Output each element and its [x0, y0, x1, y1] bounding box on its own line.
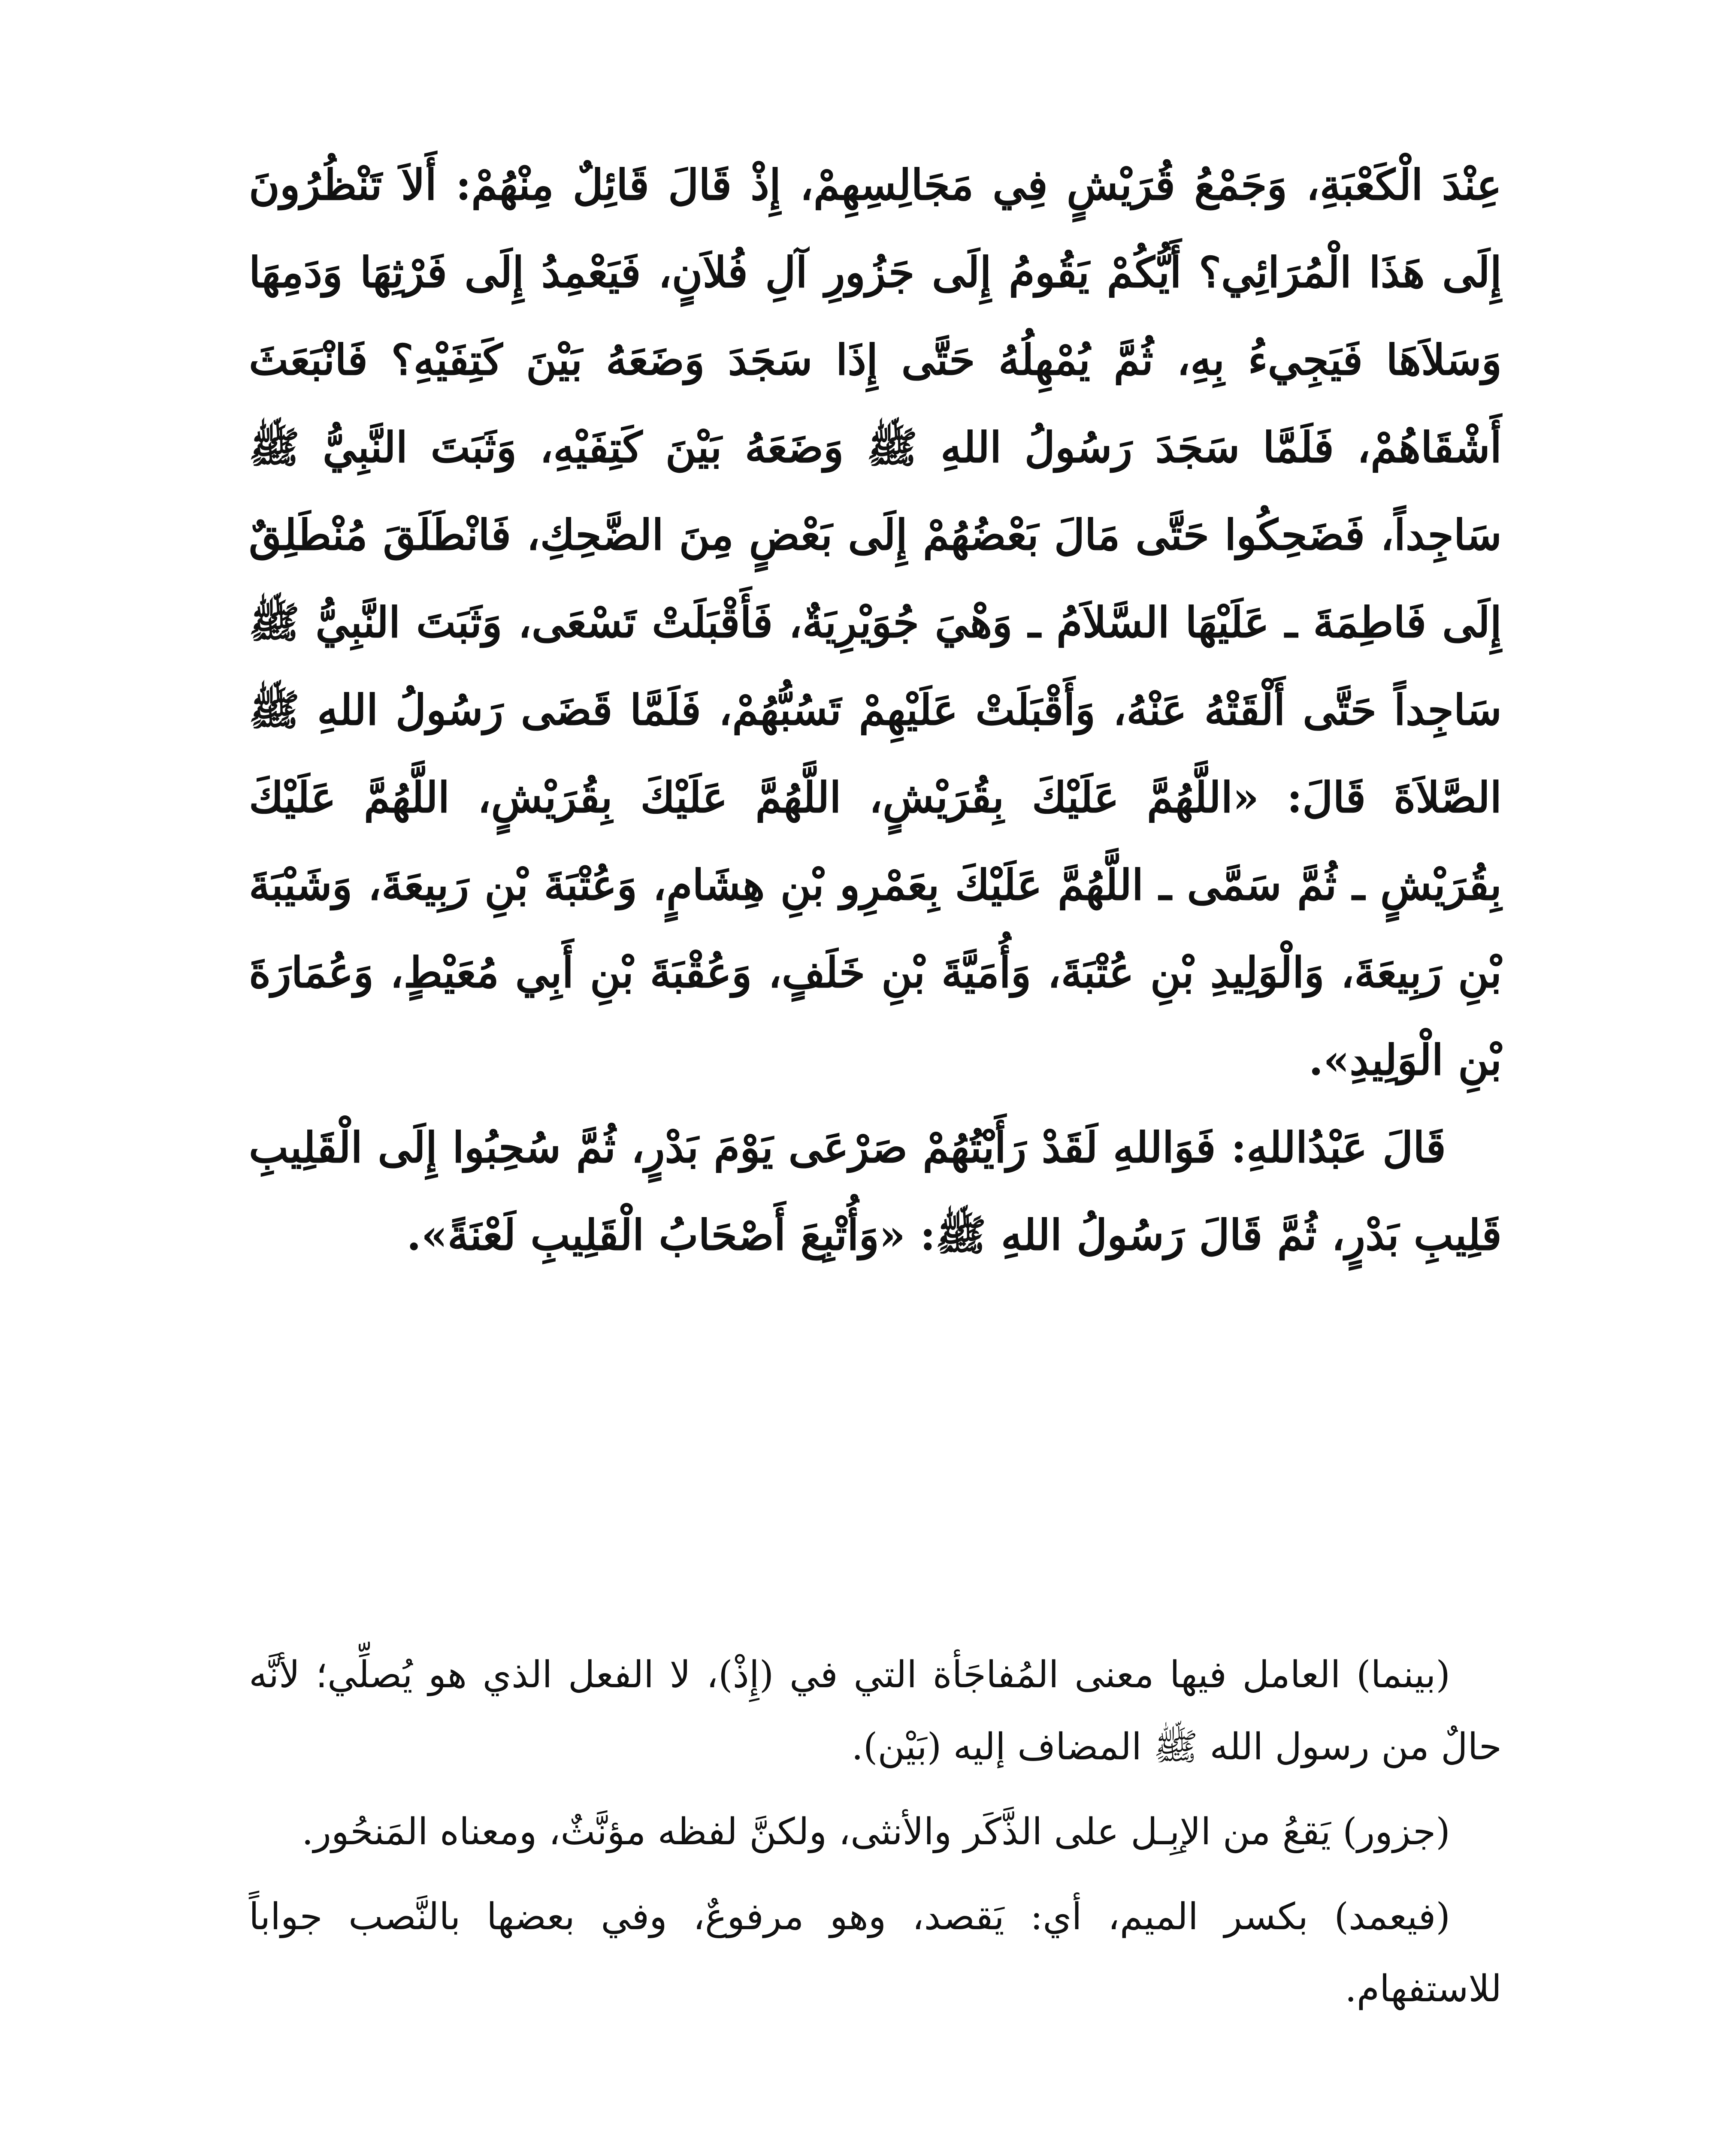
hadith-paragraph: عِنْدَ الْكَعْبَةِ، وَجَمْعُ قُرَيْشٍ فِي مَجَالِسِهِمْ، إِذْ قَالَ قَائِلٌ مِنْهُمْ: أَلاَ تَنْظُرُونَ إِلَى هَذَا الْمُرَائِي؟ أَيُّكُمْ يَقُومُ إِلَى جَزُورِ آلِ فُلاَنٍ، فَيَعْمِدُ إِلَى فَرْثِهَا وَدَمِهَا وَسَلاَهَا فَيَجِيءُ بِهِ، ثُمَّ يُمْهِلُهُ حَتَّى إِذَا سَجَدَ وَضَعَهُ بَيْنَ كَتِفَيْهِ؟ فَانْبَعَثَ أَشْقَاهُمْ، فَلَمَّا سَجَدَ رَسُولُ اللهِ ﷺ وَضَعَهُ بَيْنَ كَتِفَيْهِ، وَثَبَتَ النَّبِيُّ ﷺ سَاجِداً، فَضَحِكُوا حَتَّى مَالَ بَعْضُهُمْ إِلَى بَعْضٍ مِنَ الضَّحِكِ، فَانْطَلَقَ مُنْطَلِقٌ إِلَى فَاطِمَةَ ـ عَلَيْهَا السَّلاَمُ ـ وَهْيَ جُوَيْرِيَةٌ، فَأَقْبَلَتْ تَسْعَى، وَثَبَتَ النَّبِيُّ ﷺ سَاجِداً حَتَّى أَلْقَتْهُ عَنْهُ، وَأَقْبَلَتْ عَلَيْهِمْ تَسُبُّهُمْ، فَلَمَّا قَضَى رَسُولُ اللهِ ﷺ الصَّلاَةَ قَالَ: «اللَّهُمَّ عَلَيْكَ بِقُرَيْشٍ، اللَّهُمَّ عَلَيْكَ بِقُرَيْشٍ، اللَّهُمَّ عَلَيْكَ بِقُرَيْشٍ ـ ثُمَّ سَمَّى ـ اللَّهُمَّ عَلَيْكَ بِعَمْرِو بْنِ هِشَامٍ، وَعُتْبَةَ بْنِ رَبِيعَةَ، وَشَيْبَةَ بْنِ رَبِيعَةَ، وَالْوَلِيدِ بْنِ عُتْبَةَ، وَأُمَيَّةَ بْنِ خَلَفٍ، وَعُقْبَةَ بْنِ أَبِي مُعَيْطٍ، وَعُمَارَةَ بْنِ الْوَلِيدِ».: [249, 160, 1502, 1085]
commentary-block: [249, 1639, 1502, 2038]
main-text-block: [249, 142, 1502, 1279]
commentary-note-baynama: (بينما) العامل فيها معنى المُفاجَأة التي في (إِذْ)، لا الفعل الذي هو يُصلِّي؛ لأنَّه حالٌ من رسول الله ﷺ المضاف إليه (بَيْن).: [249, 1653, 1502, 1768]
commentary-note-fayamid: (فيعمد) بكسر الميم، أي: يَقصد، وهو مرفوعٌ، وفي بعضها بالنَّصب جواباً للاستفهام.: [249, 1895, 1502, 2010]
narrator-paragraph: قَالَ عَبْدُاللهِ: فَوَاللهِ لَقَدْ رَأَيْتُهُمْ صَرْعَى يَوْمَ بَدْرٍ، ثُمَّ سُحِبُوا إِلَى الْقَلِيبِ قَلِيبِ بَدْرٍ، ثُمَّ قَالَ رَسُولُ اللهِ ﷺ: «وَأُتْبِعَ أَصْحَابُ الْقَلِيبِ لَعْنَةً».: [249, 1123, 1502, 1260]
commentary-note-jazur: (جزور) يَقعُ من الإبِـل على الذَّكَر والأنثى، ولكنَّ لفظه مؤنَّثٌ، ومعناه المَنحُور.: [302, 1810, 1450, 1853]
